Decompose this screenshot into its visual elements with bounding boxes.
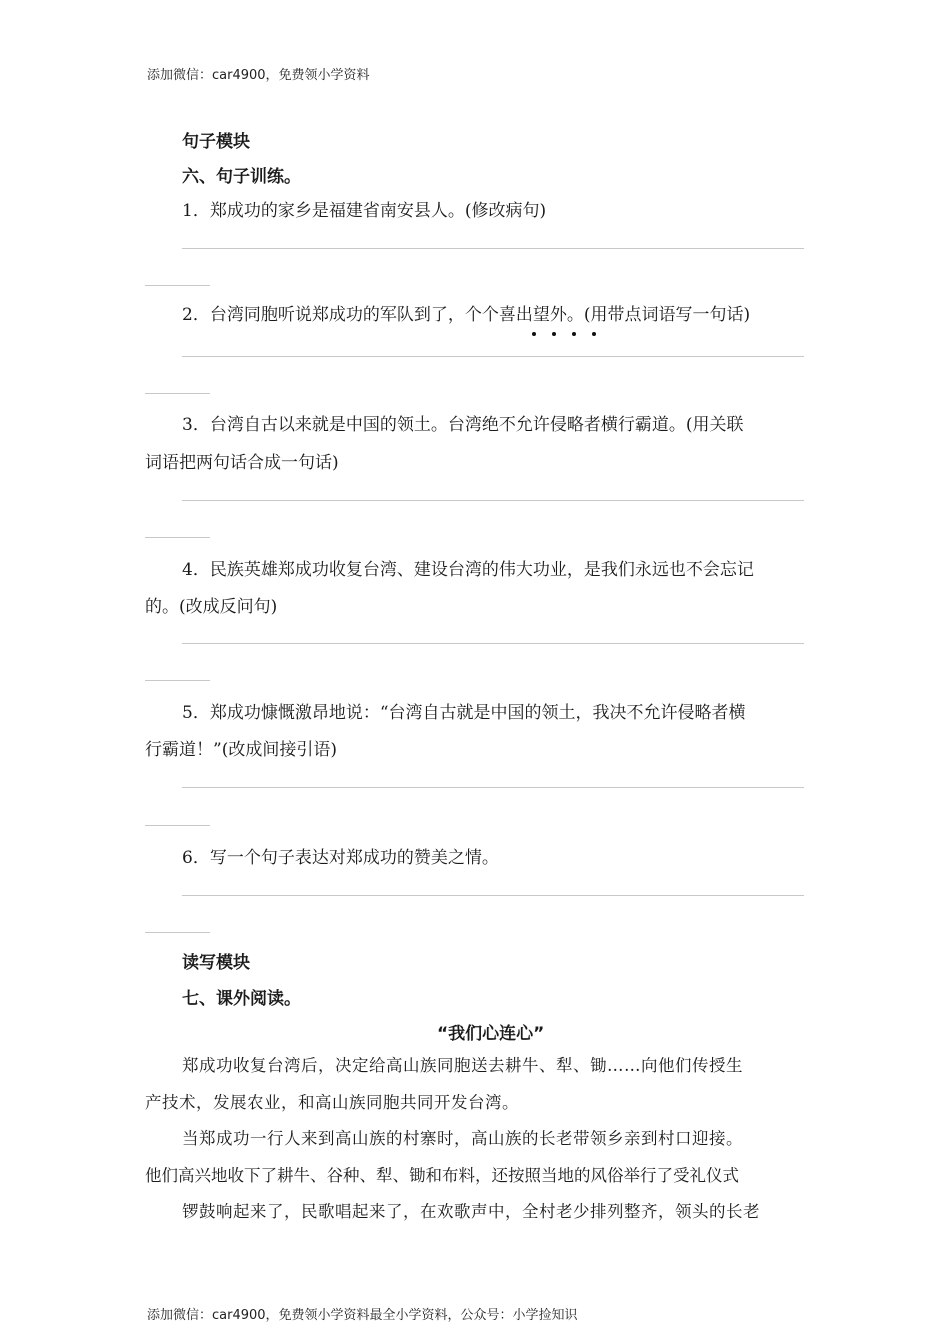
page-footer: 添加微信：car4900，免费领小学资料最全小学资料，公众号：小学捡知识 bbox=[147, 1308, 578, 1323]
answer-line-end bbox=[145, 825, 210, 826]
passage-paragraph-2-line-2: 他们高兴地收下了耕牛、谷种、犁、锄和布料，还按照当地的风俗举行了受礼仪式 bbox=[145, 1166, 739, 1185]
answer-line-end bbox=[145, 932, 210, 933]
passage-paragraph-2-line-1: 当郑成功一行人来到高山族的村寨时，高山族的长老带领乡亲到村口迎接。 bbox=[182, 1129, 743, 1148]
question-6: 6．写一个句子表达对郑成功的赞美之情。 bbox=[182, 848, 499, 868]
section-seven-heading: 七、课外阅读。 bbox=[182, 989, 301, 1009]
answer-line bbox=[182, 895, 804, 896]
question-2: 2．台湾同胞听说郑成功的军队到了，个个喜出望外。(用带点词语写一句话) bbox=[182, 305, 751, 325]
section-six-heading: 六、句子训练。 bbox=[182, 167, 301, 187]
page-header: 添加微信：car4900，免费领小学资料 bbox=[147, 68, 370, 83]
passage-paragraph-3-line-1: 锣鼓响起来了，民歌唱起来了，在欢歌声中，全村老少排列整齐，领头的长老 bbox=[182, 1202, 760, 1221]
answer-line bbox=[182, 248, 804, 249]
passage-paragraph-1-line-2: 产技术，发展农业，和高山族同胞共同开发台湾。 bbox=[145, 1093, 519, 1112]
passage-paragraph-1-line-1: 郑成功收复台湾后，决定给高山族同胞送去耕牛、犁、锄……向他们传授生 bbox=[182, 1056, 743, 1075]
question-3-line-1: 3．台湾自古以来就是中国的领土。台湾绝不允许侵略者横行霸道。(用关联 bbox=[182, 415, 744, 435]
question-5-line-1: 5．郑成功慷慨激昂地说：“台湾自古就是中国的领土，我决不允许侵略者横 bbox=[182, 703, 746, 723]
answer-line-end bbox=[145, 393, 210, 394]
question-4-line-2: 的。(改成反问句) bbox=[145, 597, 278, 617]
question-5-line-2: 行霸道！”(改成间接引语) bbox=[145, 740, 337, 760]
answer-line-end bbox=[145, 680, 210, 681]
reading-module-title: 读写模块 bbox=[182, 953, 250, 973]
answer-line-end bbox=[145, 285, 210, 286]
answer-line bbox=[182, 643, 804, 644]
answer-line bbox=[182, 787, 804, 788]
answer-line bbox=[182, 500, 804, 501]
answer-line-end bbox=[145, 537, 210, 538]
question-4-line-1: 4．民族英雄郑成功收复台湾、建设台湾的伟大功业，是我们永远也不会忘记 bbox=[182, 560, 754, 580]
passage-title: “我们心连心” bbox=[437, 1024, 545, 1044]
answer-line bbox=[182, 356, 804, 357]
question-3-line-2: 词语把两句话合成一句话) bbox=[145, 453, 339, 473]
question-1: 1．郑成功的家乡是福建省南安县人。(修改病句) bbox=[182, 201, 547, 221]
sentence-module-title: 句子模块 bbox=[182, 132, 250, 152]
